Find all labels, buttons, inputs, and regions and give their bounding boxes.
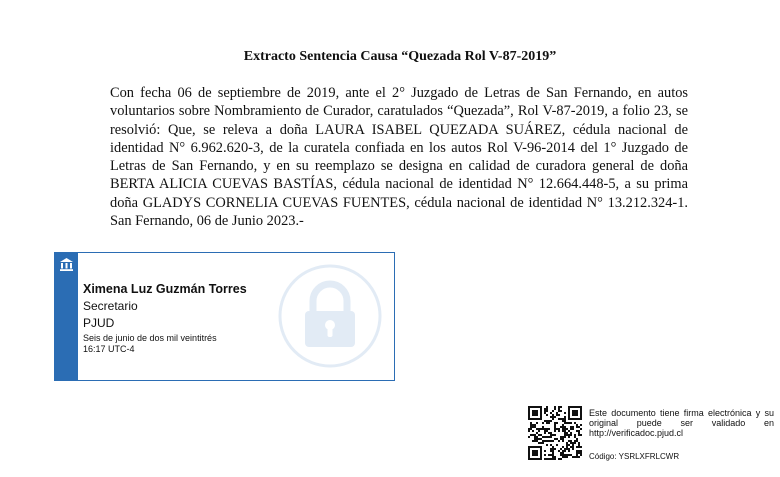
verification-code-label: Código:	[589, 452, 617, 461]
signature-date: Seis de junio de dos mil veintitrés	[83, 333, 217, 343]
qr-code-icon[interactable]	[528, 406, 582, 460]
signature-timestamp	[83, 333, 217, 355]
signature-box	[54, 252, 395, 381]
verification-code: YSRLXFRLCWR	[618, 452, 680, 461]
signature-time: 16:17 UTC-4	[83, 344, 135, 354]
signer-name: Ximena Luz Guzmán Torres	[83, 282, 247, 296]
padlock-watermark-icon	[277, 263, 383, 369]
document-title: Extracto Sentencia Causa “Quezada Rol V-87-2019”	[243, 49, 557, 64]
signer-role: Secretario	[83, 299, 138, 313]
signature-sidebar	[55, 253, 78, 380]
verification-code-line	[589, 452, 679, 461]
courthouse-icon	[59, 257, 74, 272]
verification-block	[528, 406, 774, 464]
document-body: Con fecha 06 de septiembre de 2019, ante el 2° Juzgado de Letras de San Fernando, en autos voluntarios sobre Nombramiento de Curador, caratulados “Quezada”, Rol V-87-2019, a folio 23, se resolvió: Que, se releva a doña LAURA ISABEL QUEZADA SUÁREZ, cédula nacional de identidad N° 6.962.620-3, de la curatela confiada en los autos Rol V-96-2014 del 1° Juzgado de Letras de San Fernando, y en su reemplazo se designa en calidad de curadora general de doña BERTA ALICIA CUEVAS BASTÍAS, cédula nacional de identidad N° 12.664.448-5, a su prima doña GLADYS CORNELIA CUEVAS FUENTES, cédula nacional de identidad N° 13.212.324-1. San Fernando, 06 de Junio 2023.-	[110, 85, 688, 230]
verification-text: Este documento tiene firma electrónica y su original puede ser validado en http://verificadoc.pjud.cl	[589, 408, 774, 438]
signer-organization: PJUD	[83, 316, 115, 330]
